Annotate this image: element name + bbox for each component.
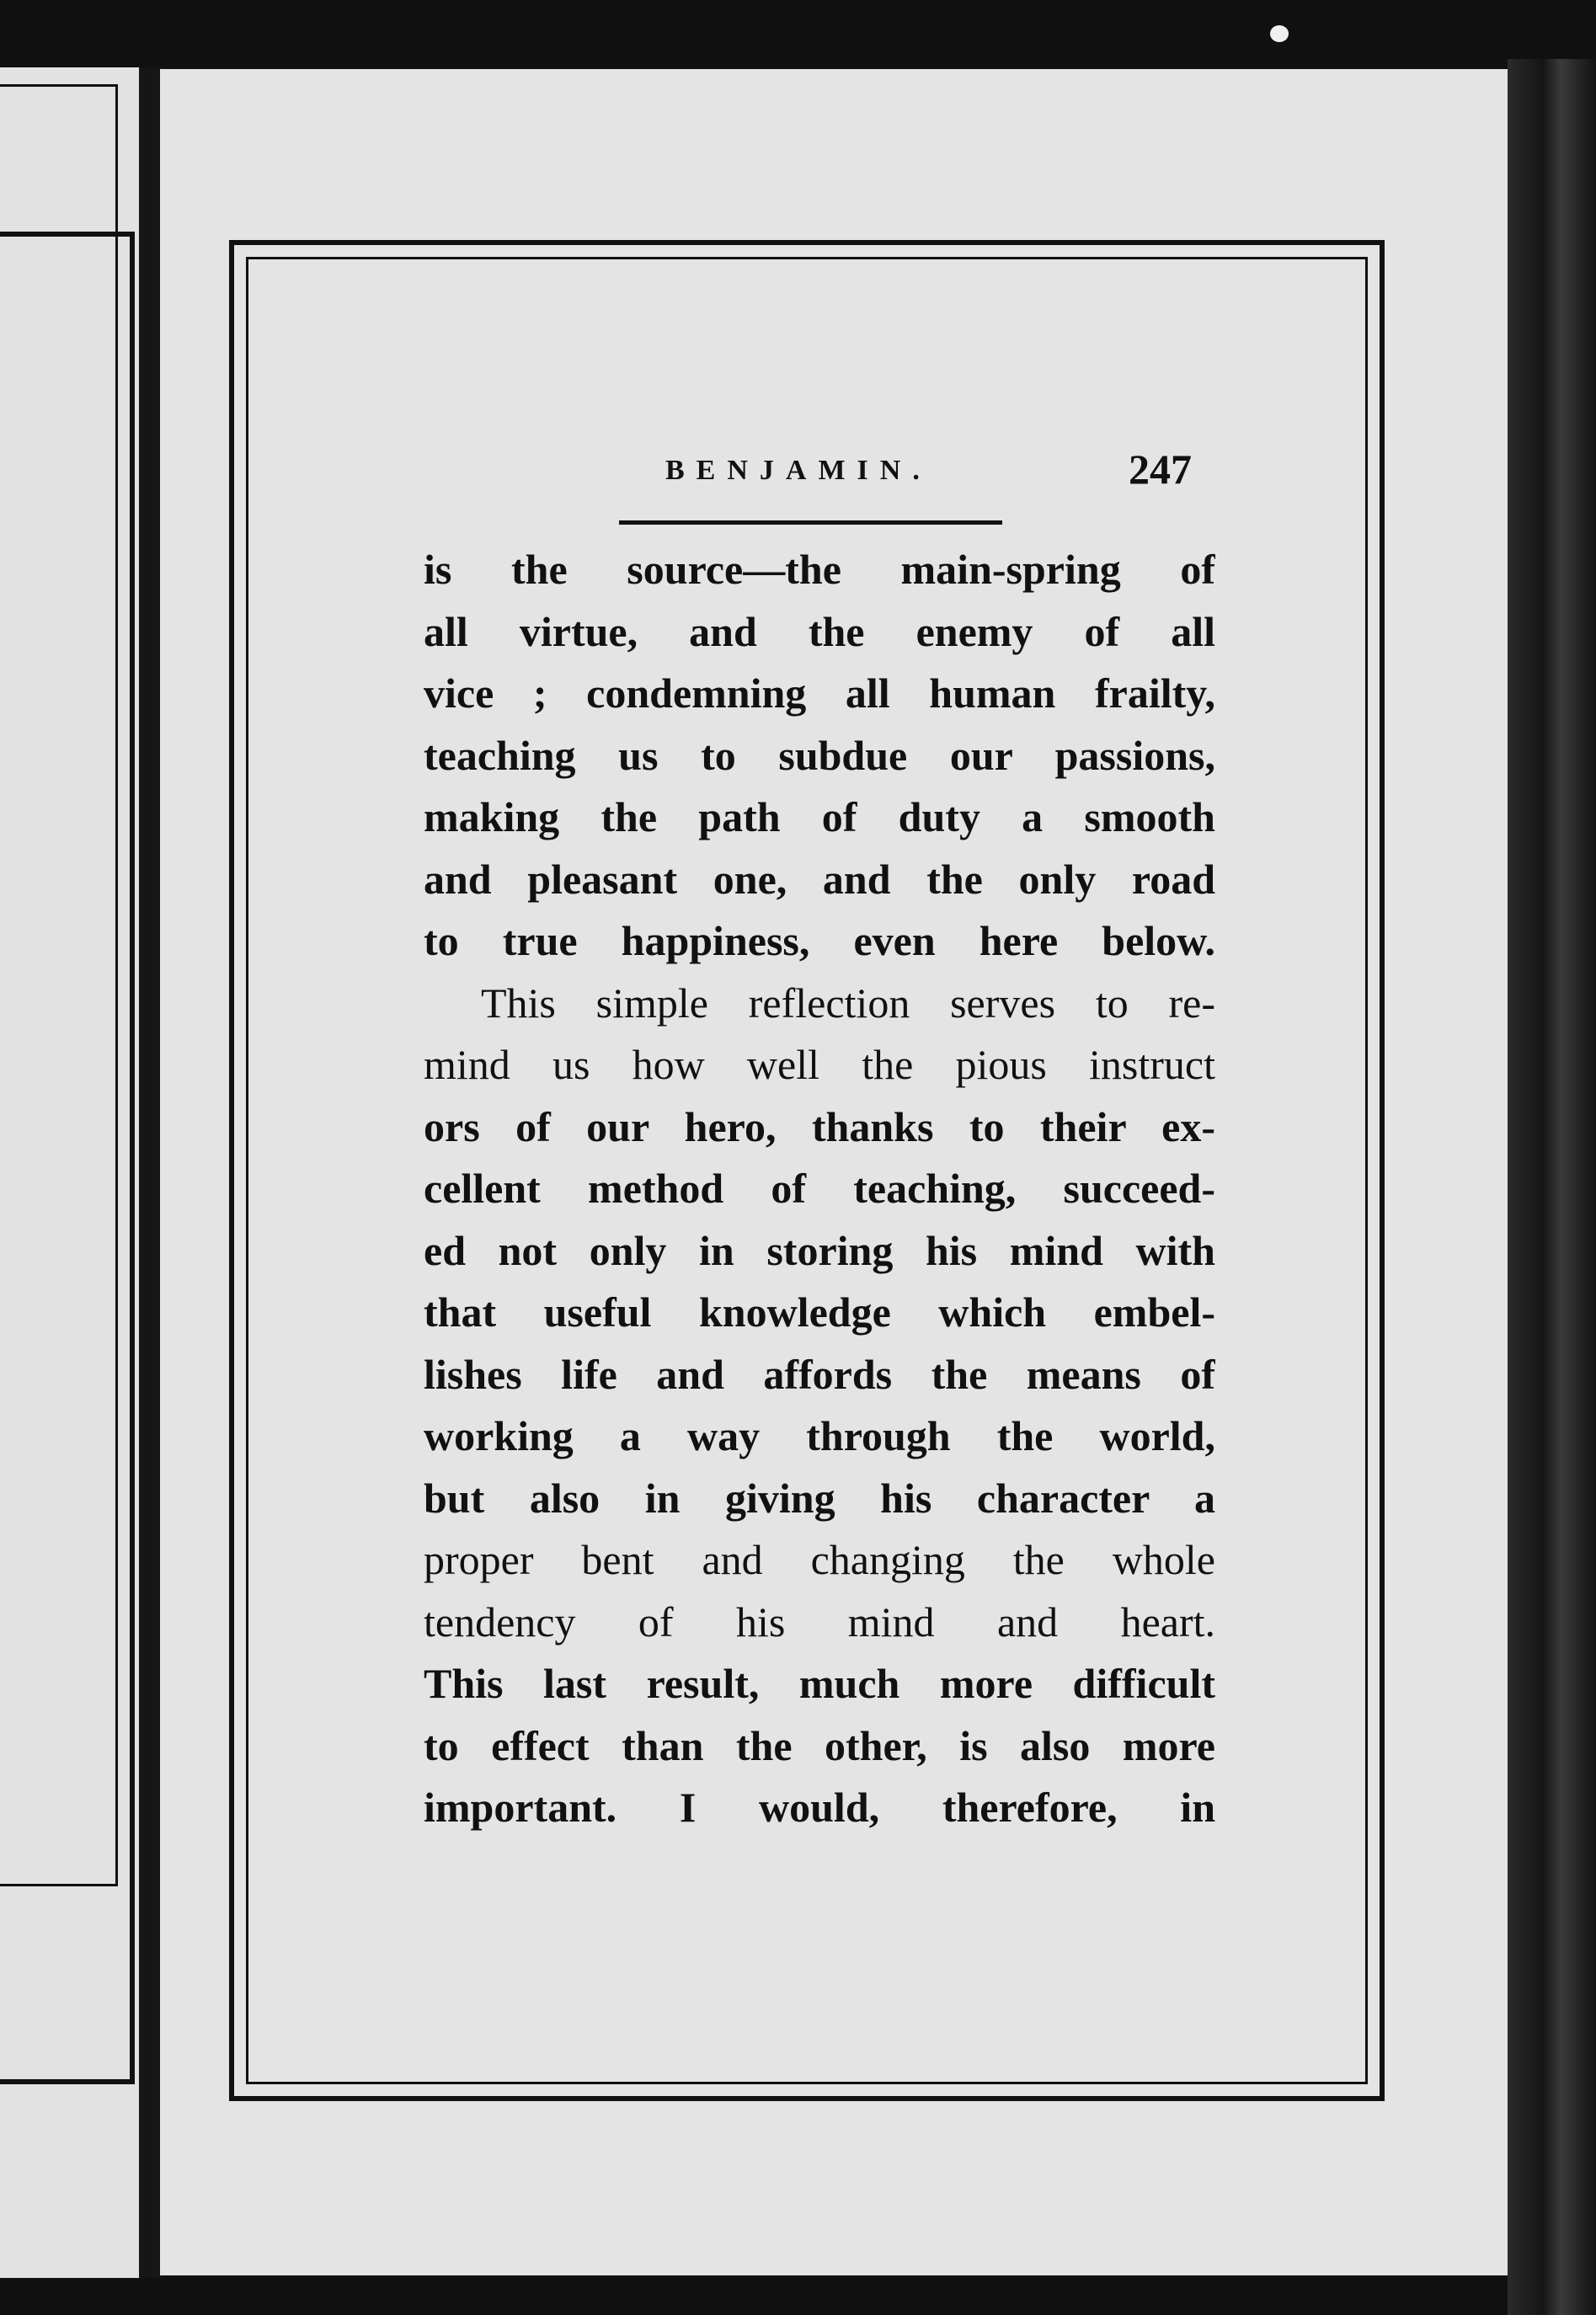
running-head: BENJAMIN. xyxy=(665,455,931,486)
text-line: proper bent and changing the whole xyxy=(424,1536,1215,1583)
page-body xyxy=(424,539,1215,1839)
text-line: This last result, much more difficult xyxy=(424,1660,1215,1707)
text-line: tendency of his mind and heart. xyxy=(424,1598,1215,1646)
book-gutter xyxy=(139,67,163,2278)
text-line: but also in giving his character a xyxy=(424,1474,1215,1522)
text-line: to effect than the other, is also more xyxy=(424,1721,1215,1769)
text-line: ed not only in storing his mind with xyxy=(424,1226,1215,1274)
text-line: working a way through the world, xyxy=(424,1412,1215,1459)
page-number: 247 xyxy=(1129,445,1192,493)
text-line: This simple reflection serves to re- xyxy=(481,979,1215,1027)
text-line: mind us how well the pious instruct xyxy=(424,1041,1215,1088)
text-line: teaching us to subdue our passions, xyxy=(424,731,1215,779)
text-line: all virtue, and the enemy of all xyxy=(424,607,1215,655)
text-line: cellent method of teaching, succeed- xyxy=(424,1165,1215,1212)
text-line: to true happiness, even here below. xyxy=(424,917,1215,964)
left-page-edge xyxy=(0,67,156,2278)
header-rule xyxy=(619,520,1002,525)
scan-speck xyxy=(1270,25,1289,42)
text-line: is the source—the main-spring of xyxy=(424,546,1215,593)
left-page-border-inner xyxy=(0,84,118,1886)
text-line: important. I would, therefore, in xyxy=(424,1784,1215,1831)
book-cover-edge xyxy=(1508,59,1596,2315)
text-line: and pleasant one, and the only road xyxy=(424,855,1215,903)
text-line: lishes life and affords the means of xyxy=(424,1350,1215,1398)
text-line: ors of our hero, thanks to their ex- xyxy=(424,1102,1215,1150)
text-line: that useful knowledge which embel- xyxy=(424,1288,1215,1336)
text-line: making the path of duty a smooth xyxy=(424,793,1215,840)
text-line: vice ; condemning all human frailty, xyxy=(424,669,1215,717)
